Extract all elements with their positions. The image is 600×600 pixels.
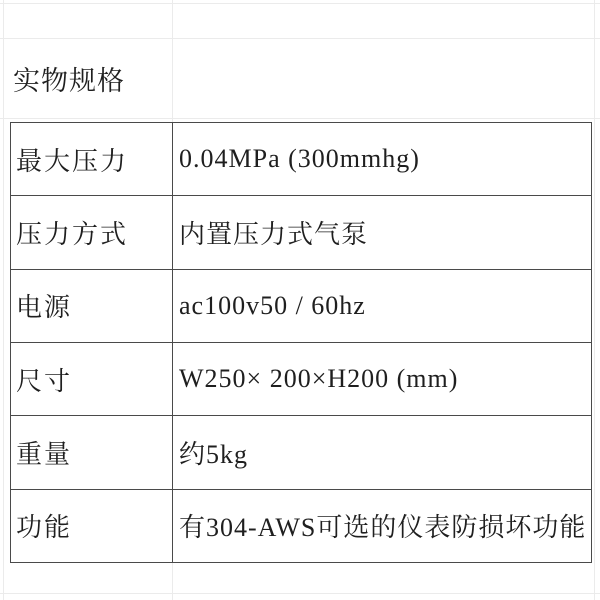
spec-label-cell: 压力方式 bbox=[11, 196, 173, 268]
spec-row bbox=[11, 489, 591, 562]
spec-value-cell: W250× 200×H200 (mm) bbox=[179, 364, 459, 394]
spec-value-cell: 约5kg bbox=[179, 439, 249, 469]
spec-value-cell: ac100v50 / 60hz bbox=[179, 290, 366, 320]
spec-row bbox=[11, 415, 591, 488]
section-title: 实物规格 bbox=[13, 65, 125, 96]
gridline-horizontal bbox=[0, 38, 600, 39]
spec-row bbox=[11, 195, 591, 268]
gridline-horizontal bbox=[0, 593, 600, 594]
spec-label-cell: 电源 bbox=[11, 270, 173, 342]
spec-label-cell: 尺寸 bbox=[11, 343, 173, 415]
spec-value-cell: 有304-AWS可选的仪表防损坏功能 bbox=[179, 513, 587, 543]
spec-row bbox=[11, 269, 591, 342]
spec-table bbox=[10, 122, 592, 563]
gridline-horizontal bbox=[0, 118, 600, 119]
spec-row bbox=[11, 123, 591, 195]
spec-row bbox=[11, 342, 591, 415]
spec-label-cell: 功能 bbox=[11, 490, 173, 562]
gridline-vertical bbox=[594, 0, 595, 600]
gridline-horizontal bbox=[0, 3, 600, 4]
spec-value-cell: 0.04MPa (300mmhg) bbox=[179, 144, 420, 174]
gridline-vertical bbox=[3, 0, 4, 600]
spec-value-cell: 内置压力式气泵 bbox=[179, 219, 369, 249]
spec-label-cell: 重量 bbox=[11, 416, 173, 488]
spec-label-cell: 最大压力 bbox=[11, 123, 173, 195]
